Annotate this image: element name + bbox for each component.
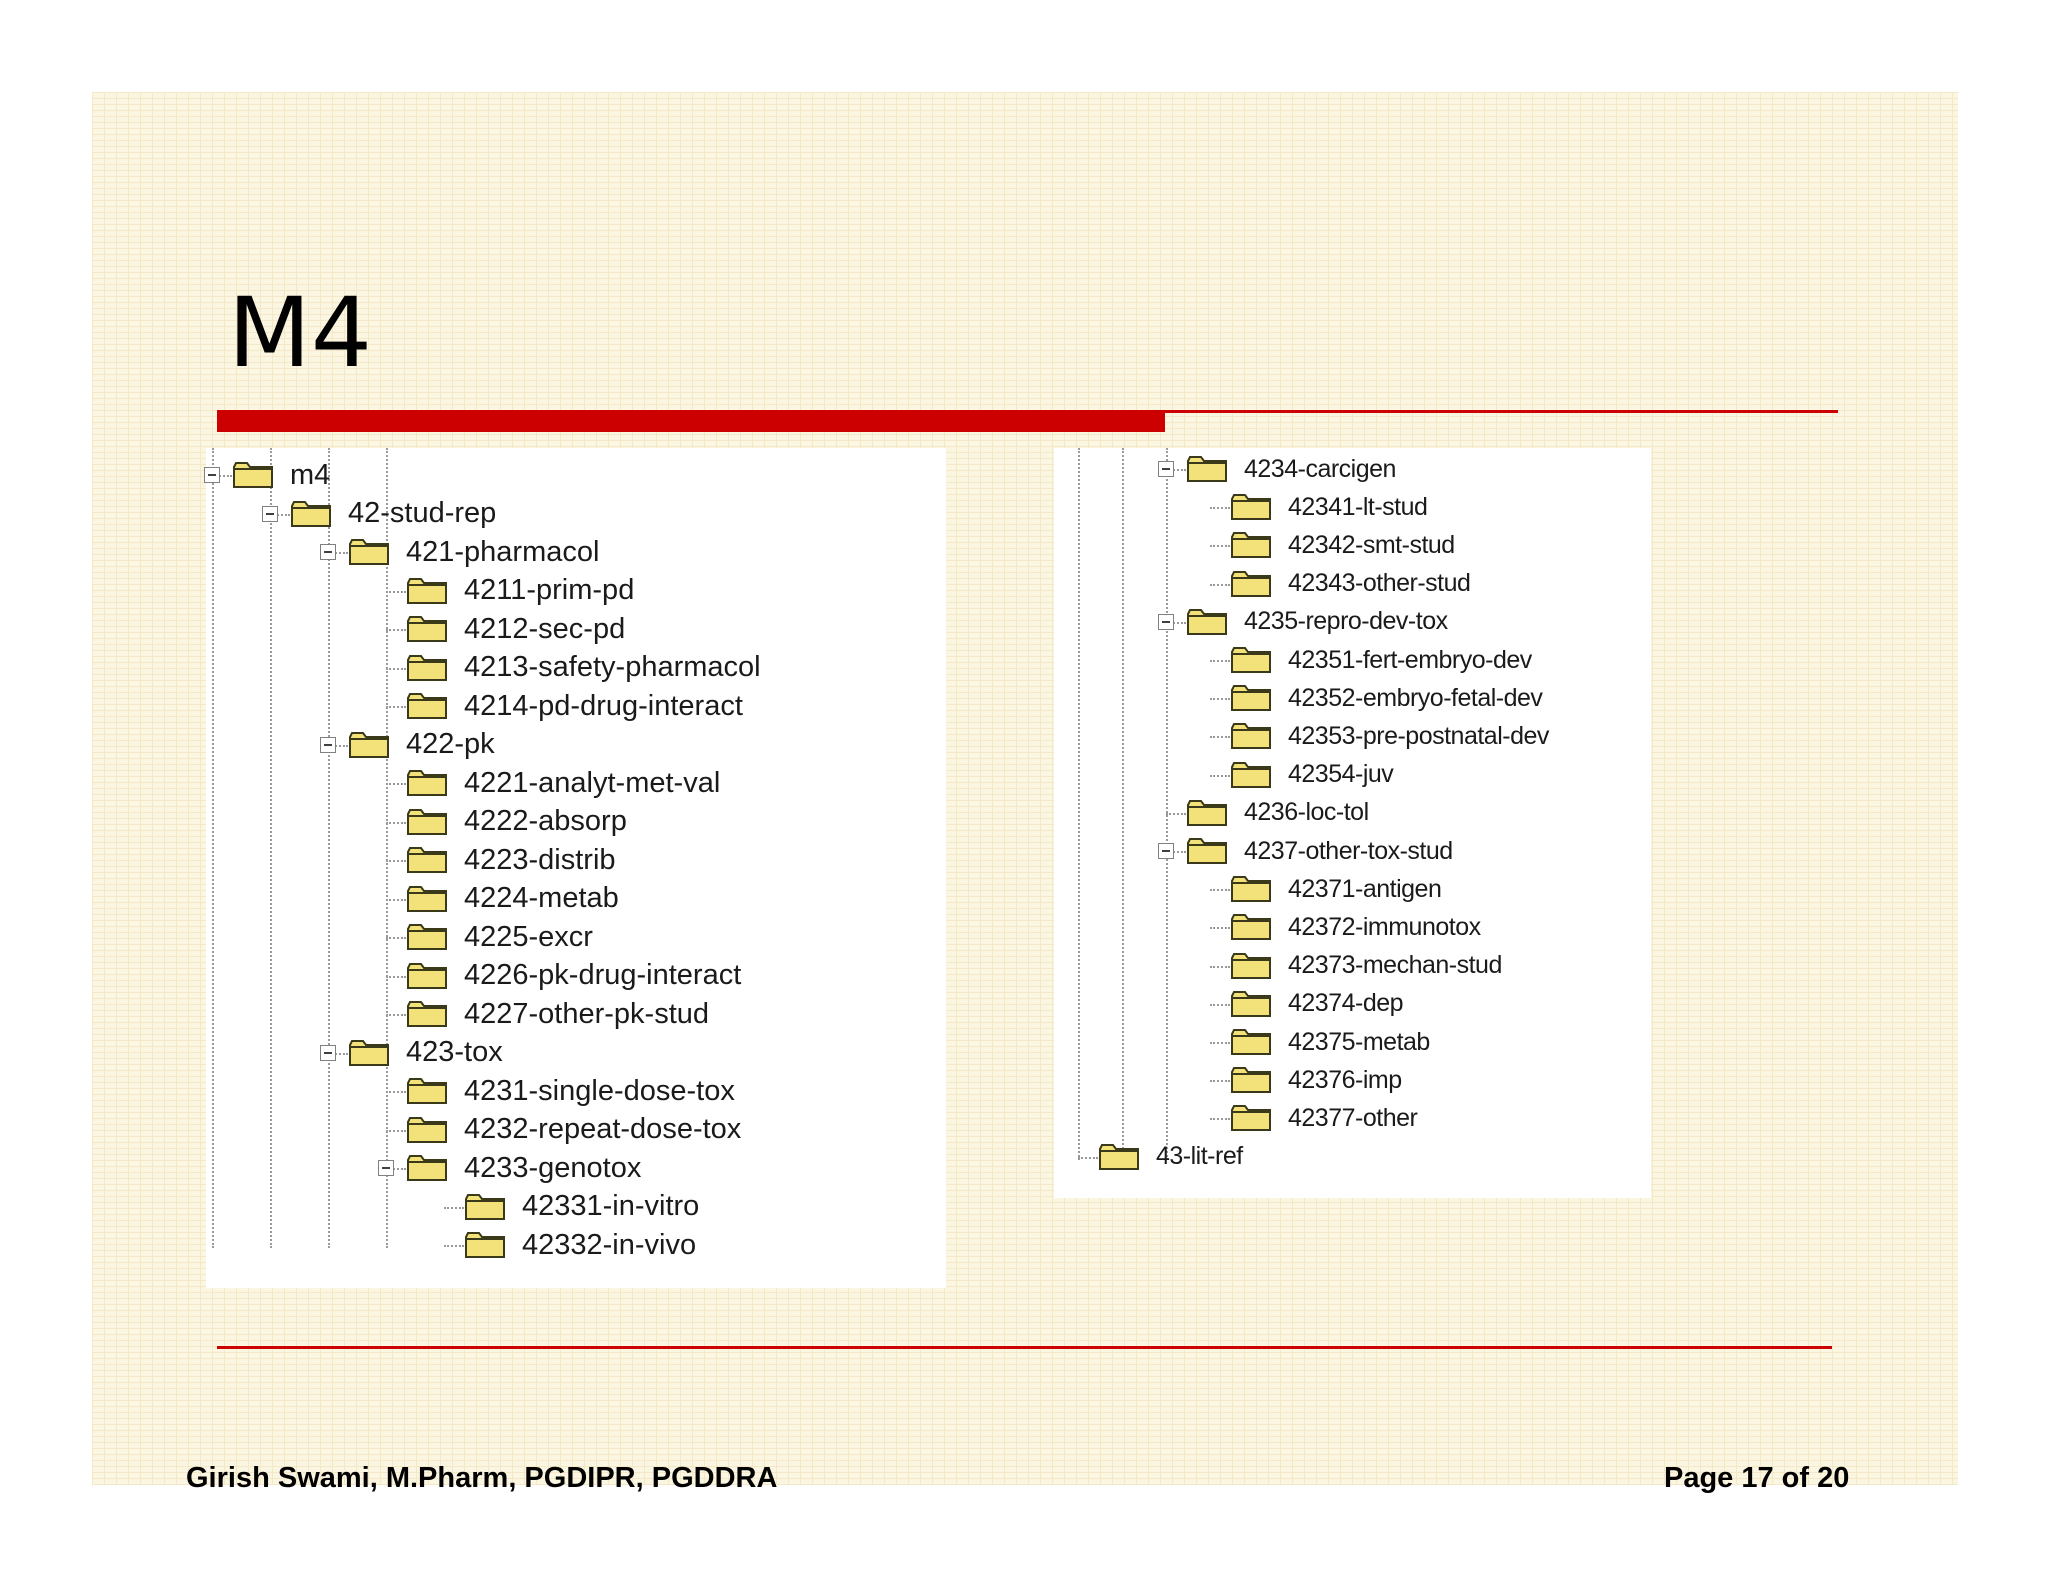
tree-item-label: 42343-other-stud (1288, 569, 1471, 598)
folder-icon (1230, 684, 1272, 712)
tree-item[interactable] (290, 497, 496, 531)
footer-author: Girish Swami, M.Pharm, PGDIPR, PGDDRA (186, 1462, 778, 1494)
tree-branch-line (444, 1245, 464, 1247)
tree-item[interactable] (1230, 643, 1532, 677)
tree-branch-line (1210, 1080, 1230, 1082)
tree-guide-line (212, 448, 214, 1248)
tree-item-label: 42377-other (1288, 1103, 1418, 1132)
tree-branch-line (386, 783, 406, 785)
folder-icon (1186, 799, 1228, 827)
tree-item-label: 421-pharmacol (406, 535, 600, 568)
tree-item-label: 4237-other-tox-stud (1244, 836, 1453, 865)
folder-icon (290, 500, 332, 528)
tree-branch-line (386, 899, 406, 901)
folder-icon (406, 654, 448, 682)
tree-item[interactable] (406, 651, 761, 685)
folder-icon (1230, 1104, 1272, 1132)
tree-item[interactable] (1230, 490, 1427, 524)
tree-item[interactable] (1230, 719, 1549, 753)
tree-panel-right (1054, 448, 1651, 1198)
tree-item-label: 422-pk (406, 728, 495, 760)
tree-item[interactable] (406, 1074, 735, 1108)
tree-item-label: 42371-antigen (1288, 874, 1442, 903)
tree-branch-line (386, 706, 406, 708)
title-rule-thin (1165, 410, 1838, 413)
tree-item[interactable] (1186, 834, 1453, 868)
folder-icon (406, 692, 448, 720)
tree-branch-line (386, 1130, 406, 1132)
tree-branch-line (386, 860, 406, 862)
folder-icon (406, 769, 448, 797)
tree-item[interactable] (406, 920, 593, 954)
tree-branch-line (1078, 1157, 1098, 1159)
tree-item[interactable] (406, 766, 720, 800)
tree-branch-line (1210, 507, 1230, 509)
tree-item[interactable] (1098, 1140, 1243, 1174)
tree-branch-line (1210, 966, 1230, 968)
folder-icon (1186, 608, 1228, 636)
tree-item-label: 4226-pk-drug-interact (464, 959, 742, 991)
tree-item-label: 4222-absorp (464, 805, 627, 837)
tree-item-label: 42372-immunotox (1288, 912, 1481, 941)
tree-branch-line (1210, 1042, 1230, 1044)
tree-item-label: 42353-pre-postnatal-dev (1288, 721, 1549, 750)
folder-icon (464, 1231, 506, 1259)
tree-item[interactable] (1230, 528, 1455, 562)
title-rule-thick (217, 410, 1165, 432)
tree-branch-line (1210, 545, 1230, 547)
tree-branch-line (1166, 813, 1186, 815)
tree-item[interactable] (1230, 910, 1481, 944)
folder-icon (406, 1116, 448, 1144)
tree-branch-line (386, 591, 406, 593)
tree-branch-line (1210, 1004, 1230, 1006)
tree-item-label: 4214-pd-drug-interact (464, 689, 743, 722)
tree-item[interactable] (406, 805, 627, 839)
tree-item[interactable] (348, 535, 599, 569)
collapse-toggle-icon[interactable] (1158, 614, 1174, 630)
tree-item-label: 4224-metab (464, 882, 619, 914)
folder-icon (1230, 531, 1272, 559)
tree-item-label: 42373-mechan-stud (1288, 951, 1502, 980)
tree-item[interactable] (464, 1190, 699, 1224)
tree-item[interactable] (1230, 949, 1502, 983)
tree-panel-left (206, 448, 946, 1288)
tree-item[interactable] (1230, 567, 1470, 601)
tree-item[interactable] (406, 1151, 641, 1185)
collapse-toggle-icon[interactable] (320, 544, 336, 560)
tree-item[interactable] (406, 689, 743, 723)
folder-icon (232, 461, 274, 489)
tree-item[interactable] (348, 1036, 503, 1070)
collapse-toggle-icon[interactable] (1158, 843, 1174, 859)
tree-item[interactable] (1230, 1025, 1430, 1059)
tree-branch-line (1210, 927, 1230, 929)
folder-icon (1098, 1143, 1140, 1171)
tree-branch-line (1210, 1118, 1230, 1120)
folder-icon (1230, 570, 1272, 598)
tree-guide-line (328, 448, 330, 1248)
tree-item-label: 4221-analyt-met-val (464, 766, 721, 799)
tree-item-label: 4227-other-pk-stud (464, 997, 710, 1030)
tree-branch-line (386, 937, 406, 939)
folder-icon (1186, 455, 1228, 483)
folder-icon (1230, 875, 1272, 903)
tree-item[interactable] (1230, 1063, 1402, 1097)
tree-item[interactable] (406, 574, 634, 608)
tree-item[interactable] (1186, 452, 1396, 486)
tree-item[interactable] (232, 458, 330, 492)
tree-item-label: 4231-single-dose-tox (464, 1074, 735, 1107)
tree-item-label: 42374-dep (1288, 989, 1404, 1018)
folder-icon (348, 731, 390, 759)
folder-icon (1230, 761, 1272, 789)
folder-icon (1230, 493, 1272, 521)
tree-item-label: 4225-excr (464, 920, 593, 953)
tree-branch-line (1210, 698, 1230, 700)
tree-branch-line (1210, 775, 1230, 777)
tree-item-label: m4 (290, 458, 331, 491)
folder-icon (406, 885, 448, 913)
tree-item[interactable] (1230, 872, 1441, 906)
folder-icon (1230, 646, 1272, 674)
folder-icon (348, 538, 390, 566)
tree-item[interactable] (1230, 681, 1542, 715)
tree-item[interactable] (406, 1113, 741, 1147)
collapse-toggle-icon[interactable] (1158, 461, 1174, 477)
tree-branch-line (386, 629, 406, 631)
tree-guide-line (270, 448, 272, 1248)
tree-item[interactable] (1230, 1101, 1417, 1135)
tree-item[interactable] (406, 997, 709, 1031)
tree-branch-line (386, 976, 406, 978)
tree-item[interactable] (1186, 605, 1448, 639)
collapse-toggle-icon[interactable] (320, 737, 336, 753)
tree-branch-line (444, 1207, 464, 1209)
tree-item[interactable] (1230, 987, 1403, 1021)
folder-icon (406, 962, 448, 990)
folder-icon (1230, 1066, 1272, 1094)
tree-item[interactable] (406, 612, 625, 646)
tree-item[interactable] (348, 728, 495, 762)
tree-branch-line (386, 1014, 406, 1016)
folder-icon (406, 923, 448, 951)
tree-item-label: 42354-juv (1288, 760, 1394, 789)
folder-icon (406, 615, 448, 643)
folder-icon (1230, 722, 1272, 750)
tree-item-label: 42351-fert-embryo-dev (1288, 645, 1532, 674)
tree-item-label: 42341-lt-stud (1288, 492, 1428, 521)
folder-icon (406, 1154, 448, 1182)
tree-item-label: 4236-loc-tol (1244, 798, 1369, 827)
folder-icon (348, 1039, 390, 1067)
tree-branch-line (386, 668, 406, 670)
tree-item-label: 42-stud-rep (348, 497, 497, 529)
folder-icon (406, 1077, 448, 1105)
tree-item[interactable] (406, 843, 616, 877)
footer-rule (217, 1346, 1832, 1349)
tree-branch-line (1210, 736, 1230, 738)
tree-branch-line (386, 822, 406, 824)
collapse-toggle-icon[interactable] (204, 467, 220, 483)
slide-title: M4 (228, 277, 372, 389)
collapse-toggle-icon[interactable] (262, 506, 278, 522)
tree-item-label: 4234-carcigen (1244, 454, 1396, 483)
tree-item-label: 42375-metab (1288, 1027, 1430, 1056)
folder-icon (1186, 837, 1228, 865)
tree-item-label: 42342-smt-stud (1288, 530, 1455, 559)
tree-item[interactable] (406, 882, 619, 916)
folder-icon (406, 577, 448, 605)
tree-branch-line (386, 1091, 406, 1093)
folder-icon (406, 808, 448, 836)
tree-branch-line (1210, 584, 1230, 586)
tree-guide-line (1078, 448, 1080, 1160)
folder-icon (464, 1193, 506, 1221)
tree-item[interactable] (464, 1228, 696, 1262)
tree-item-label: 4211-prim-pd (464, 574, 635, 606)
folder-icon (1230, 990, 1272, 1018)
tree-item-label: 4213-safety-pharmacol (464, 651, 761, 683)
folder-icon (1230, 913, 1272, 941)
tree-branch-line (1210, 889, 1230, 891)
tree-item-label: 42331-in-vitro (522, 1190, 700, 1222)
tree-item[interactable] (1186, 796, 1369, 830)
folder-icon (1230, 1028, 1272, 1056)
tree-item[interactable] (406, 959, 741, 993)
tree-item-label: 4212-sec-pd (464, 612, 626, 645)
tree-item-label: 43-lit-ref (1156, 1142, 1243, 1171)
tree-guide-line (1166, 448, 1168, 1160)
tree-item-label: 4233-genotox (464, 1151, 642, 1184)
tree-item-label: 42352-embryo-fetal-dev (1288, 683, 1543, 712)
collapse-toggle-icon[interactable] (320, 1045, 336, 1061)
collapse-toggle-icon[interactable] (378, 1160, 394, 1176)
tree-guide-line (1122, 448, 1124, 1160)
folder-icon (1230, 952, 1272, 980)
tree-item-label: 42376-imp (1288, 1065, 1402, 1094)
tree-item-label: 4232-repeat-dose-tox (464, 1113, 742, 1145)
tree-item-label: 423-tox (406, 1036, 503, 1068)
tree-item-label: 4223-distrib (464, 843, 616, 876)
folder-icon (406, 1000, 448, 1028)
footer-page-number: Page 17 of 20 (1664, 1462, 1850, 1494)
tree-item-label: 42332-in-vivo (522, 1228, 697, 1261)
tree-item[interactable] (1230, 758, 1393, 792)
tree-item-label: 4235-repro-dev-tox (1244, 607, 1448, 636)
folder-icon (406, 846, 448, 874)
tree-branch-line (1210, 660, 1230, 662)
